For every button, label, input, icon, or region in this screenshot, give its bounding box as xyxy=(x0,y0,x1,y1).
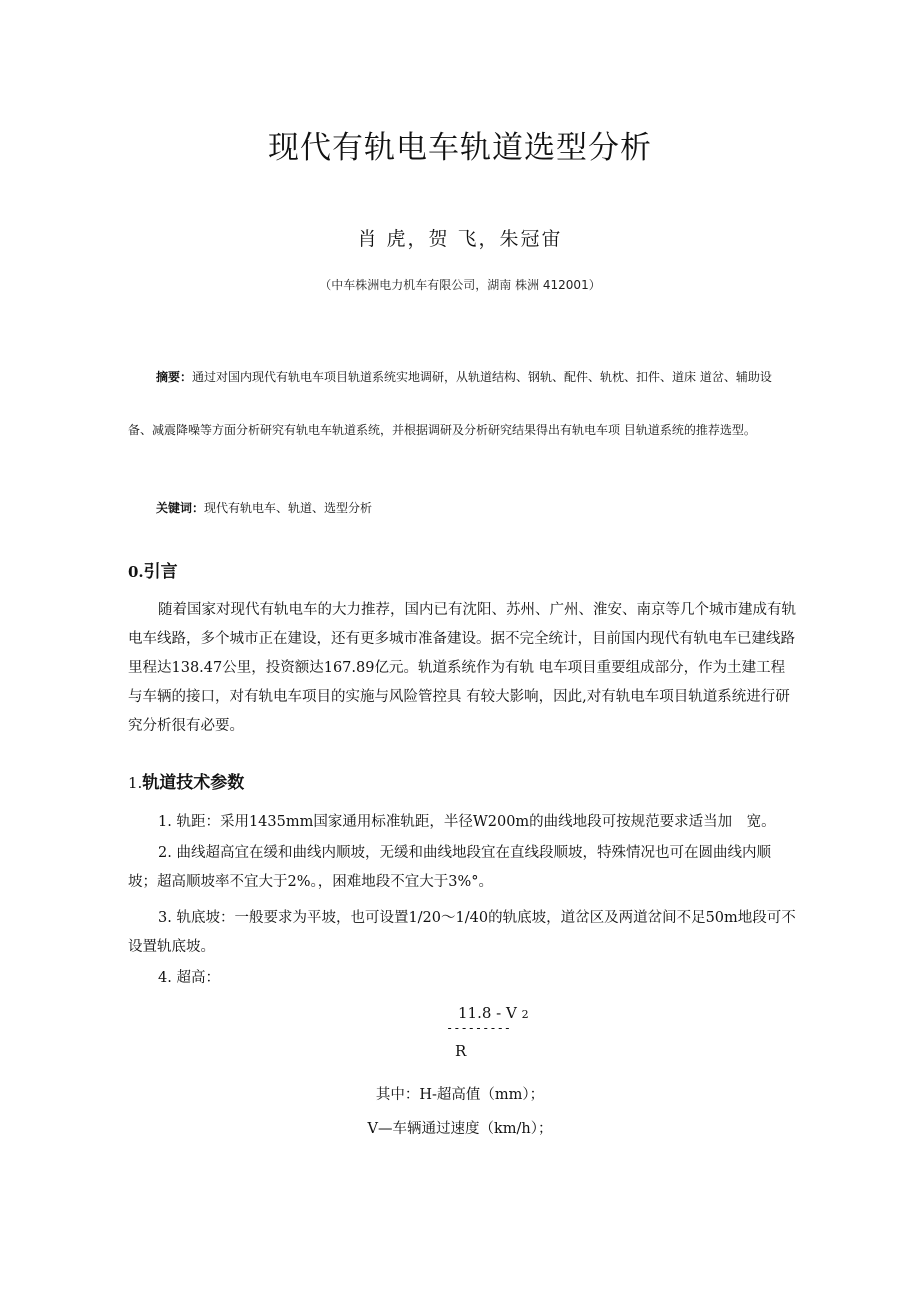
formula-exponent: 2 xyxy=(521,1008,529,1021)
formula-denominator: R xyxy=(455,1042,467,1060)
param-item-superelevation: 4. 超高： xyxy=(158,970,220,986)
paper-title: 现代有轨电车轨道选型分析 xyxy=(268,130,652,166)
param-item-superelevation-ramp: 2. 曲线超高宜在缓和曲线内顺坡，无缓和曲线地段宜在直线段顺坡，特殊情况也可在圆曲线内顺坡；超高顺坡率不宜大于2%。，困难地段不宜大于3%°。 xyxy=(128,845,771,890)
formula-fraction-bar: --------- xyxy=(446,1021,512,1035)
formula-numerator xyxy=(458,1004,529,1022)
formula-note-h: 其中：H-超高值（mm）； xyxy=(375,1087,545,1103)
paper-affiliation: （中车株洲电力机车有限公司，湖南 株洲 412001） xyxy=(319,278,601,292)
section-number-params: 1. xyxy=(128,774,143,792)
abstract-label: 摘要： xyxy=(156,370,193,384)
section-number-intro: 0. xyxy=(128,563,144,581)
param-item-gauge: 1. 轨距：采用1435mm国家通用标准轨距，半径W200m的曲线地段可按规范要求适当加 宽。 xyxy=(158,814,776,830)
formula-note-v: V—车辆通过速度（km/h）； xyxy=(367,1121,553,1137)
section-title-intro: 引言 xyxy=(143,562,178,582)
keywords-label: 关键词： xyxy=(156,501,205,515)
param-item-rail-cant: 3. 轨底坡：一般要求为平坡，也可设置1/20〜1/40的轨底坡，道岔区及两道岔间不足50m地段可不设置轨底坡。 xyxy=(128,910,796,955)
paper-authors: 肖 虎，贺 飞，朱冠宙 xyxy=(357,228,563,250)
intro-paragraph: 随着国家对现代有轨电车的大力推荐，国内已有沈阳、苏州、广州、淮安、南京等几个城市建成有轨电车线路，多个城市正在建设，还有更多城市准备建设。据不完全统计，目前国内现代有轨电车已建线路里程达138.47公里，投资额达167.89亿元。轨道系统作为有轨 电车项目重要组成部分，作为土建工程与车辆的接口，对有轨电车项目的实施与风险管控具 有较大影响，因此,对有轨电车项目轨道系统进行研究分析很有必要。 xyxy=(128,602,796,734)
keywords-paragraph xyxy=(156,499,372,516)
section-heading-intro xyxy=(128,557,178,582)
section-title-params: 轨道技术参数 xyxy=(142,773,245,793)
section-heading-params xyxy=(128,768,244,793)
abstract-text: 通过对国内现代有轨电车项目轨道系统实地调研，从轨道结构、钢轨、配件、轨枕、扣件、道床 道岔、辅助设备、减震降噪等方面分析研究有轨电车轨道系统，并根据调研及分析研究结果得出有轨电车项 目轨道系统的推荐选型。 xyxy=(128,370,772,437)
formula-numerator-text: 11.8 - V xyxy=(458,1004,517,1022)
keywords-text: 现代有轨电车、轨道、选型分析 xyxy=(204,501,373,515)
abstract-paragraph xyxy=(128,351,793,457)
